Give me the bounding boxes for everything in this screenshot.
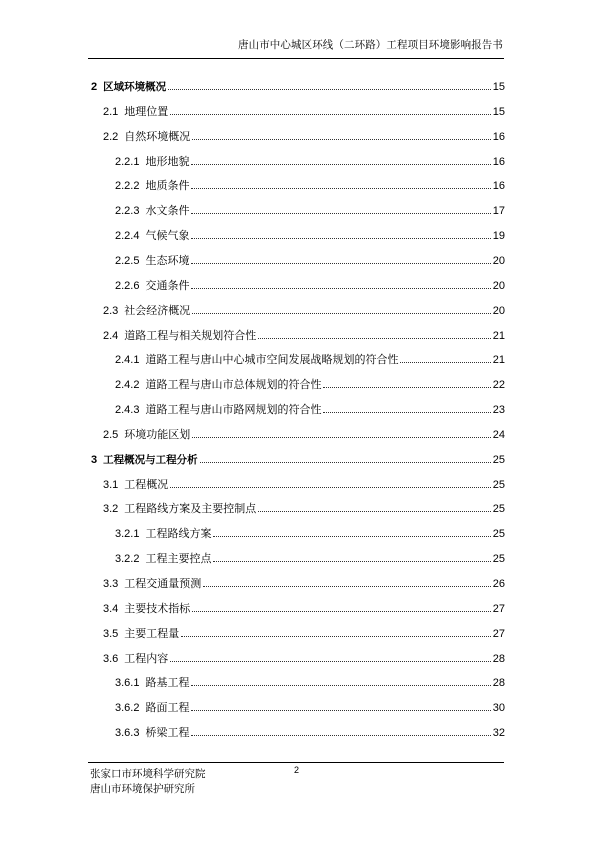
toc-entry-number: 3.2	[103, 503, 119, 516]
toc-entry-title: 环境功能区划	[124, 427, 191, 441]
toc-entry[interactable]	[103, 428, 505, 442]
toc-entry-page: 25	[492, 478, 505, 491]
toc-entry-title: 路基工程	[145, 676, 190, 690]
toc-dot-leader	[258, 511, 490, 512]
toc-entry[interactable]	[103, 502, 505, 516]
toc-entry-number: 2.3	[103, 304, 119, 317]
toc-entry-page: 20	[492, 304, 505, 317]
toc-entry-title: 工程概况	[124, 477, 169, 491]
toc-dot-leader	[203, 586, 490, 587]
toc-entry-number: 3.2.1	[115, 528, 140, 541]
toc-entry-page: 28	[492, 652, 505, 665]
toc-dot-leader	[191, 263, 490, 264]
toc-entry-title: 社会经济概况	[124, 303, 191, 317]
toc-entry-title: 工程主要控点	[145, 552, 212, 566]
toc-dot-leader	[192, 313, 490, 314]
toc-entry[interactable]	[115, 378, 505, 392]
toc-entry-number: 2.2.6	[115, 279, 140, 292]
toc-entry-page: 25	[492, 503, 505, 516]
toc-entry-title: 气候气象	[145, 229, 190, 243]
toc-entry[interactable]	[115, 229, 505, 243]
toc-entry[interactable]	[91, 453, 505, 467]
toc-entry-page: 20	[492, 279, 505, 292]
toc-entry-number: 3.6.2	[115, 702, 140, 715]
toc-entry-page: 21	[492, 329, 505, 342]
toc-dot-leader	[181, 636, 490, 637]
toc-entry-number: 2.2.1	[115, 155, 140, 168]
toc-dot-leader	[170, 114, 490, 115]
toc-entry-number: 2.2	[103, 130, 119, 143]
header-rule	[88, 58, 504, 59]
toc-entry-page: 24	[492, 428, 505, 441]
toc-entry-page: 25	[492, 553, 505, 566]
toc-entry-title: 工程内容	[124, 651, 169, 665]
toc-entry-page: 17	[492, 205, 505, 218]
toc-entry[interactable]	[103, 577, 505, 591]
toc-entry-page: 30	[492, 702, 505, 715]
toc-entry-number: 2.4.1	[115, 354, 140, 367]
toc-entry-page: 22	[492, 379, 505, 392]
toc-entry-title: 主要技术指标	[124, 601, 191, 615]
toc-entry-title: 地形地貌	[145, 154, 190, 168]
toc-dot-leader	[213, 536, 490, 537]
toc-entry[interactable]	[115, 552, 505, 566]
toc-entry[interactable]	[115, 676, 505, 690]
toc-entry-title: 主要工程量	[124, 626, 180, 640]
toc-entry-page: 26	[492, 578, 505, 590]
footer-institute-1: 张家口市环境科学研究院	[90, 768, 206, 780]
toc-dot-leader	[168, 89, 491, 90]
toc-dot-leader	[323, 412, 490, 413]
toc-entry-title: 交通条件	[145, 278, 190, 292]
toc-dot-leader	[191, 735, 490, 736]
toc-dot-leader	[191, 213, 490, 214]
toc-entry-number: 2.2.2	[115, 180, 140, 193]
toc-entry-number: 3.6	[103, 652, 119, 665]
toc-entry-page: 19	[492, 230, 505, 243]
toc-entry-title: 道路工程与唐山市路网规划的符合性	[145, 403, 322, 417]
toc-entry-number: 3.4	[103, 602, 119, 615]
toc-dot-leader	[170, 487, 490, 488]
toc-entry-title: 工程路线方案及主要控制点	[124, 502, 257, 516]
toc-entry-page: 23	[492, 404, 505, 417]
toc-entry-page: 25	[492, 528, 505, 541]
toc-entry-title: 自然环境概况	[124, 129, 191, 143]
toc-dot-leader	[192, 437, 490, 438]
toc-dot-leader	[191, 710, 490, 711]
toc-dot-leader	[192, 611, 490, 612]
toc-entry[interactable]	[115, 179, 505, 193]
toc-entry-number: 3	[91, 453, 98, 466]
toc-entry[interactable]	[115, 701, 505, 715]
toc-entry-number: 3.6.1	[115, 677, 140, 690]
toc-entry-page: 20	[492, 254, 505, 267]
footer-rule	[88, 762, 504, 763]
toc-entry-page: 21	[492, 354, 505, 367]
toc-entry[interactable]	[103, 105, 505, 119]
toc-entry[interactable]	[103, 329, 505, 343]
toc-entry[interactable]	[115, 403, 505, 417]
toc-entry-page: 32	[492, 727, 505, 740]
toc-entry[interactable]	[115, 527, 505, 541]
toc-entry-number: 2.4.3	[115, 404, 140, 417]
toc-entry-page: 25	[492, 453, 505, 466]
toc-dot-leader	[200, 462, 491, 463]
toc-dot-leader	[191, 288, 490, 289]
footer-institute-2: 唐山市环境保护研究所	[90, 783, 195, 795]
toc-dot-leader	[191, 685, 490, 686]
toc-dot-leader	[192, 139, 490, 140]
toc-dot-leader	[191, 238, 490, 239]
toc-entry-title: 桥梁工程	[145, 726, 190, 740]
toc-entry[interactable]	[91, 80, 505, 94]
toc-entry-title: 生态环境	[145, 253, 190, 267]
toc-dot-leader	[191, 164, 490, 165]
toc-entry[interactable]	[115, 726, 505, 740]
toc-entry[interactable]	[103, 130, 505, 144]
toc-entry-page: 15	[492, 81, 505, 93]
toc-entry-title: 道路工程与唐山中心城市空间发展战略规划的符合性	[145, 353, 399, 367]
toc-entry-title: 工程交通量预测	[124, 577, 202, 590]
page-number: 2	[294, 765, 300, 775]
toc-entry[interactable]	[103, 602, 505, 616]
toc-entry-title: 区域环境概况	[103, 81, 167, 93]
toc-entry[interactable]	[103, 304, 505, 318]
toc-entry[interactable]	[103, 627, 505, 641]
toc-entry-title: 道路工程与相关规划符合性	[124, 328, 257, 342]
toc-entry-page: 16	[492, 180, 505, 193]
toc-entry[interactable]	[103, 478, 505, 492]
toc-entry-title: 路面工程	[145, 701, 190, 715]
toc-entry[interactable]	[115, 204, 505, 218]
toc-entry[interactable]	[115, 279, 505, 293]
toc-entry-number: 2.4	[103, 329, 119, 342]
toc-entry-title: 工程概况与工程分析	[103, 453, 198, 466]
toc-entry[interactable]	[115, 353, 505, 367]
toc-entry-page: 16	[492, 155, 505, 168]
toc-dot-leader	[323, 387, 490, 388]
toc-entry-number: 3.5	[103, 627, 119, 640]
toc-entry-page: 16	[492, 130, 505, 143]
page-header-title: 唐山市中心城区环线（二环路）工程项目环境影响报告书	[238, 39, 503, 51]
toc-entry-page: 28	[492, 677, 505, 690]
toc-entry-page: 15	[492, 105, 505, 118]
toc-entry-page: 27	[492, 602, 505, 615]
toc-entry-number: 2.1	[103, 105, 119, 118]
toc-entry[interactable]	[103, 652, 505, 666]
toc-entry-title: 地理位置	[124, 104, 169, 118]
toc-entry-number: 2.5	[103, 428, 119, 441]
toc-entry-number: 2.2.4	[115, 230, 140, 243]
toc-entry-title: 地质条件	[145, 179, 190, 193]
toc-entry-number: 3.1	[103, 478, 119, 491]
toc-entry-title: 水文条件	[145, 204, 190, 218]
toc-entry-number: 2.2.3	[115, 205, 140, 218]
toc-dot-leader	[258, 338, 490, 339]
toc-entry[interactable]	[115, 155, 505, 169]
toc-entry-number: 3.3	[103, 578, 119, 590]
toc-entry-number: 2.2.5	[115, 254, 140, 267]
toc-entry[interactable]	[115, 254, 505, 268]
toc-entry-page: 27	[492, 627, 505, 640]
toc-entry-number: 2.4.2	[115, 379, 140, 392]
toc-entry-title: 道路工程与唐山市总体规划的符合性	[145, 378, 322, 392]
toc-dot-leader	[170, 661, 490, 662]
toc-entry-number: 3.6.3	[115, 727, 140, 740]
toc-entry-number: 2	[91, 81, 98, 93]
toc-dot-leader	[191, 188, 490, 189]
toc-entry-number: 3.2.2	[115, 553, 140, 566]
toc-dot-leader	[400, 362, 490, 363]
toc-dot-leader	[213, 561, 490, 562]
toc-entry-title: 工程路线方案	[145, 527, 212, 541]
